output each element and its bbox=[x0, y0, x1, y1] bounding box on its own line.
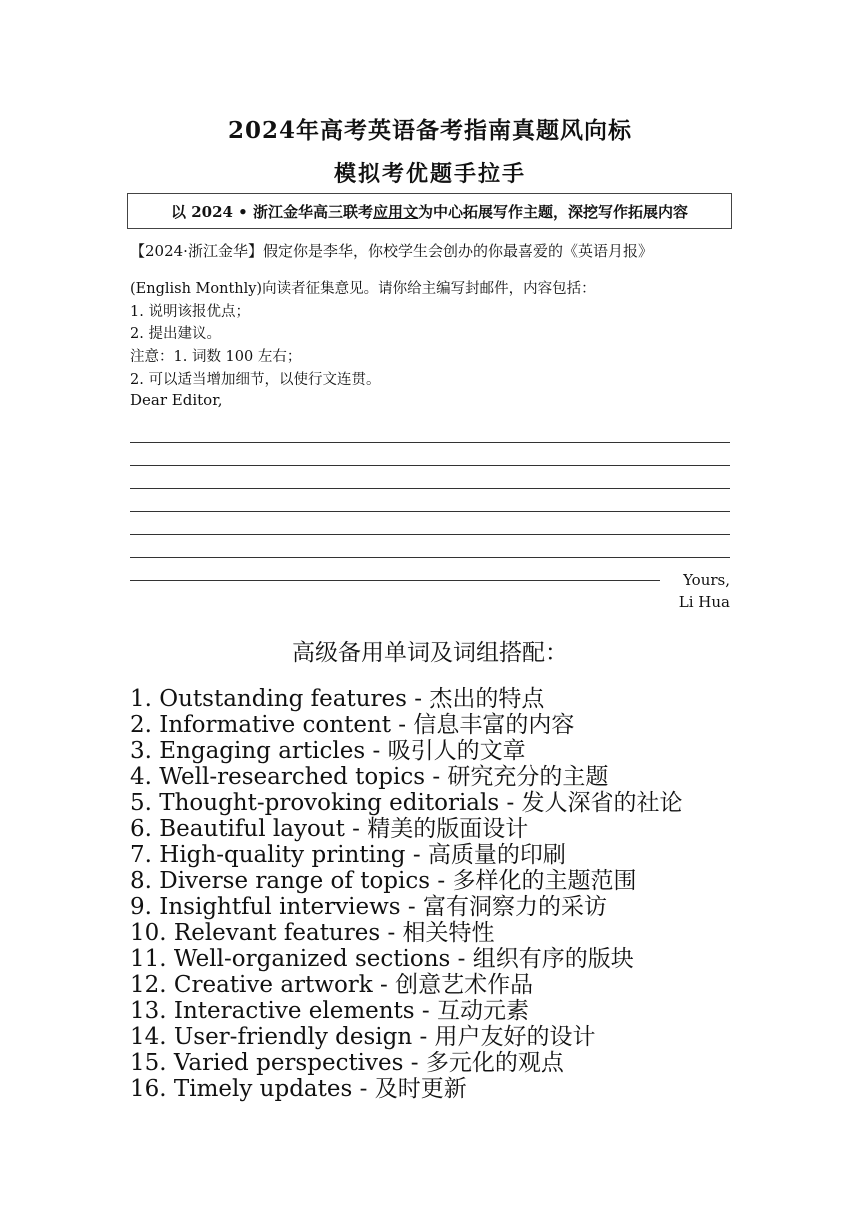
vocab-item: 6. Beautiful layout - 精美的版面设计 bbox=[130, 816, 529, 842]
task-intro bbox=[130, 240, 730, 261]
document-subtitle: 模拟考优题手拉手 bbox=[333, 161, 526, 187]
task-note-2: 2. 可以适当增加细节，以使行文连贯。 bbox=[130, 372, 381, 388]
vocab-item: 4. Well-researched topics - 研究充分的主题 bbox=[130, 764, 609, 790]
banner-text-pre: 以 2024 • 浙江金华高三联考 bbox=[170, 202, 373, 221]
vocab-item: 14. User-friendly design - 用户友好的设计 bbox=[130, 1024, 596, 1050]
task-source: 【2024·浙江金华】 bbox=[130, 242, 263, 260]
writing-line bbox=[130, 512, 730, 535]
vocab-item: 16. Timely updates - 及时更新 bbox=[130, 1076, 467, 1102]
banner-text-underlined: 应用文 bbox=[372, 202, 418, 221]
vocab-item: 13. Interactive elements - 互动元素 bbox=[130, 998, 529, 1024]
closing-yours: Yours, bbox=[683, 571, 730, 589]
banner-text-post: 为中心拓展写作主题，深挖写作拓展内容 bbox=[418, 202, 689, 221]
vocab-item: 3. Engaging articles - 吸引人的文章 bbox=[130, 738, 526, 764]
vocab-item: 12. Creative artwork - 创意艺术作品 bbox=[130, 972, 534, 998]
writing-area bbox=[130, 420, 730, 581]
topic-banner bbox=[127, 193, 732, 229]
writing-line bbox=[130, 466, 730, 489]
vocab-item: 8. Diverse range of topics - 多样化的主题范围 bbox=[130, 868, 637, 894]
vocab-item: 2. Informative content - 信息丰富的内容 bbox=[130, 712, 575, 738]
vocab-item: 15. Varied perspectives - 多元化的观点 bbox=[130, 1050, 564, 1076]
task-note-1: 注意：1. 词数 100 左右； bbox=[130, 349, 302, 365]
vocab-list bbox=[130, 686, 770, 1102]
task-intro-text: 假定你是李华，你校学生会创办的你最喜爱的《英语月报》 bbox=[262, 242, 653, 260]
vocab-item: 5. Thought-provoking editorials - 发人深省的社论 bbox=[130, 790, 683, 816]
vocab-item: 7. High-quality printing - 高质量的印刷 bbox=[130, 842, 566, 868]
vocab-item: 9. Insightful interviews - 富有洞察力的采访 bbox=[130, 894, 607, 920]
vocab-item: 11. Well-organized sections - 组织有序的版块 bbox=[130, 946, 634, 972]
writing-line bbox=[130, 420, 730, 443]
writing-line bbox=[130, 489, 730, 512]
writing-line bbox=[130, 535, 730, 558]
document-title: 2024年高考英语备考指南真题风向标 bbox=[227, 117, 632, 144]
closing-name: Li Hua bbox=[678, 593, 730, 611]
task-point-1: 1. 说明该报优点； bbox=[130, 304, 250, 320]
task-line-2: (English Monthly)向读者征集意见。请你给主编写封邮件，内容包括： bbox=[130, 281, 596, 297]
vocab-title: 高级备用单词及词组搭配： bbox=[292, 640, 568, 666]
task-point-2: 2. 提出建议。 bbox=[130, 326, 221, 342]
vocab-item: 10. Relevant features - 相关特性 bbox=[130, 920, 495, 946]
writing-line bbox=[130, 443, 730, 466]
writing-line bbox=[130, 558, 660, 581]
salutation: Dear Editor, bbox=[130, 391, 223, 409]
vocab-item: 1. Outstanding features - 杰出的特点 bbox=[130, 686, 545, 712]
